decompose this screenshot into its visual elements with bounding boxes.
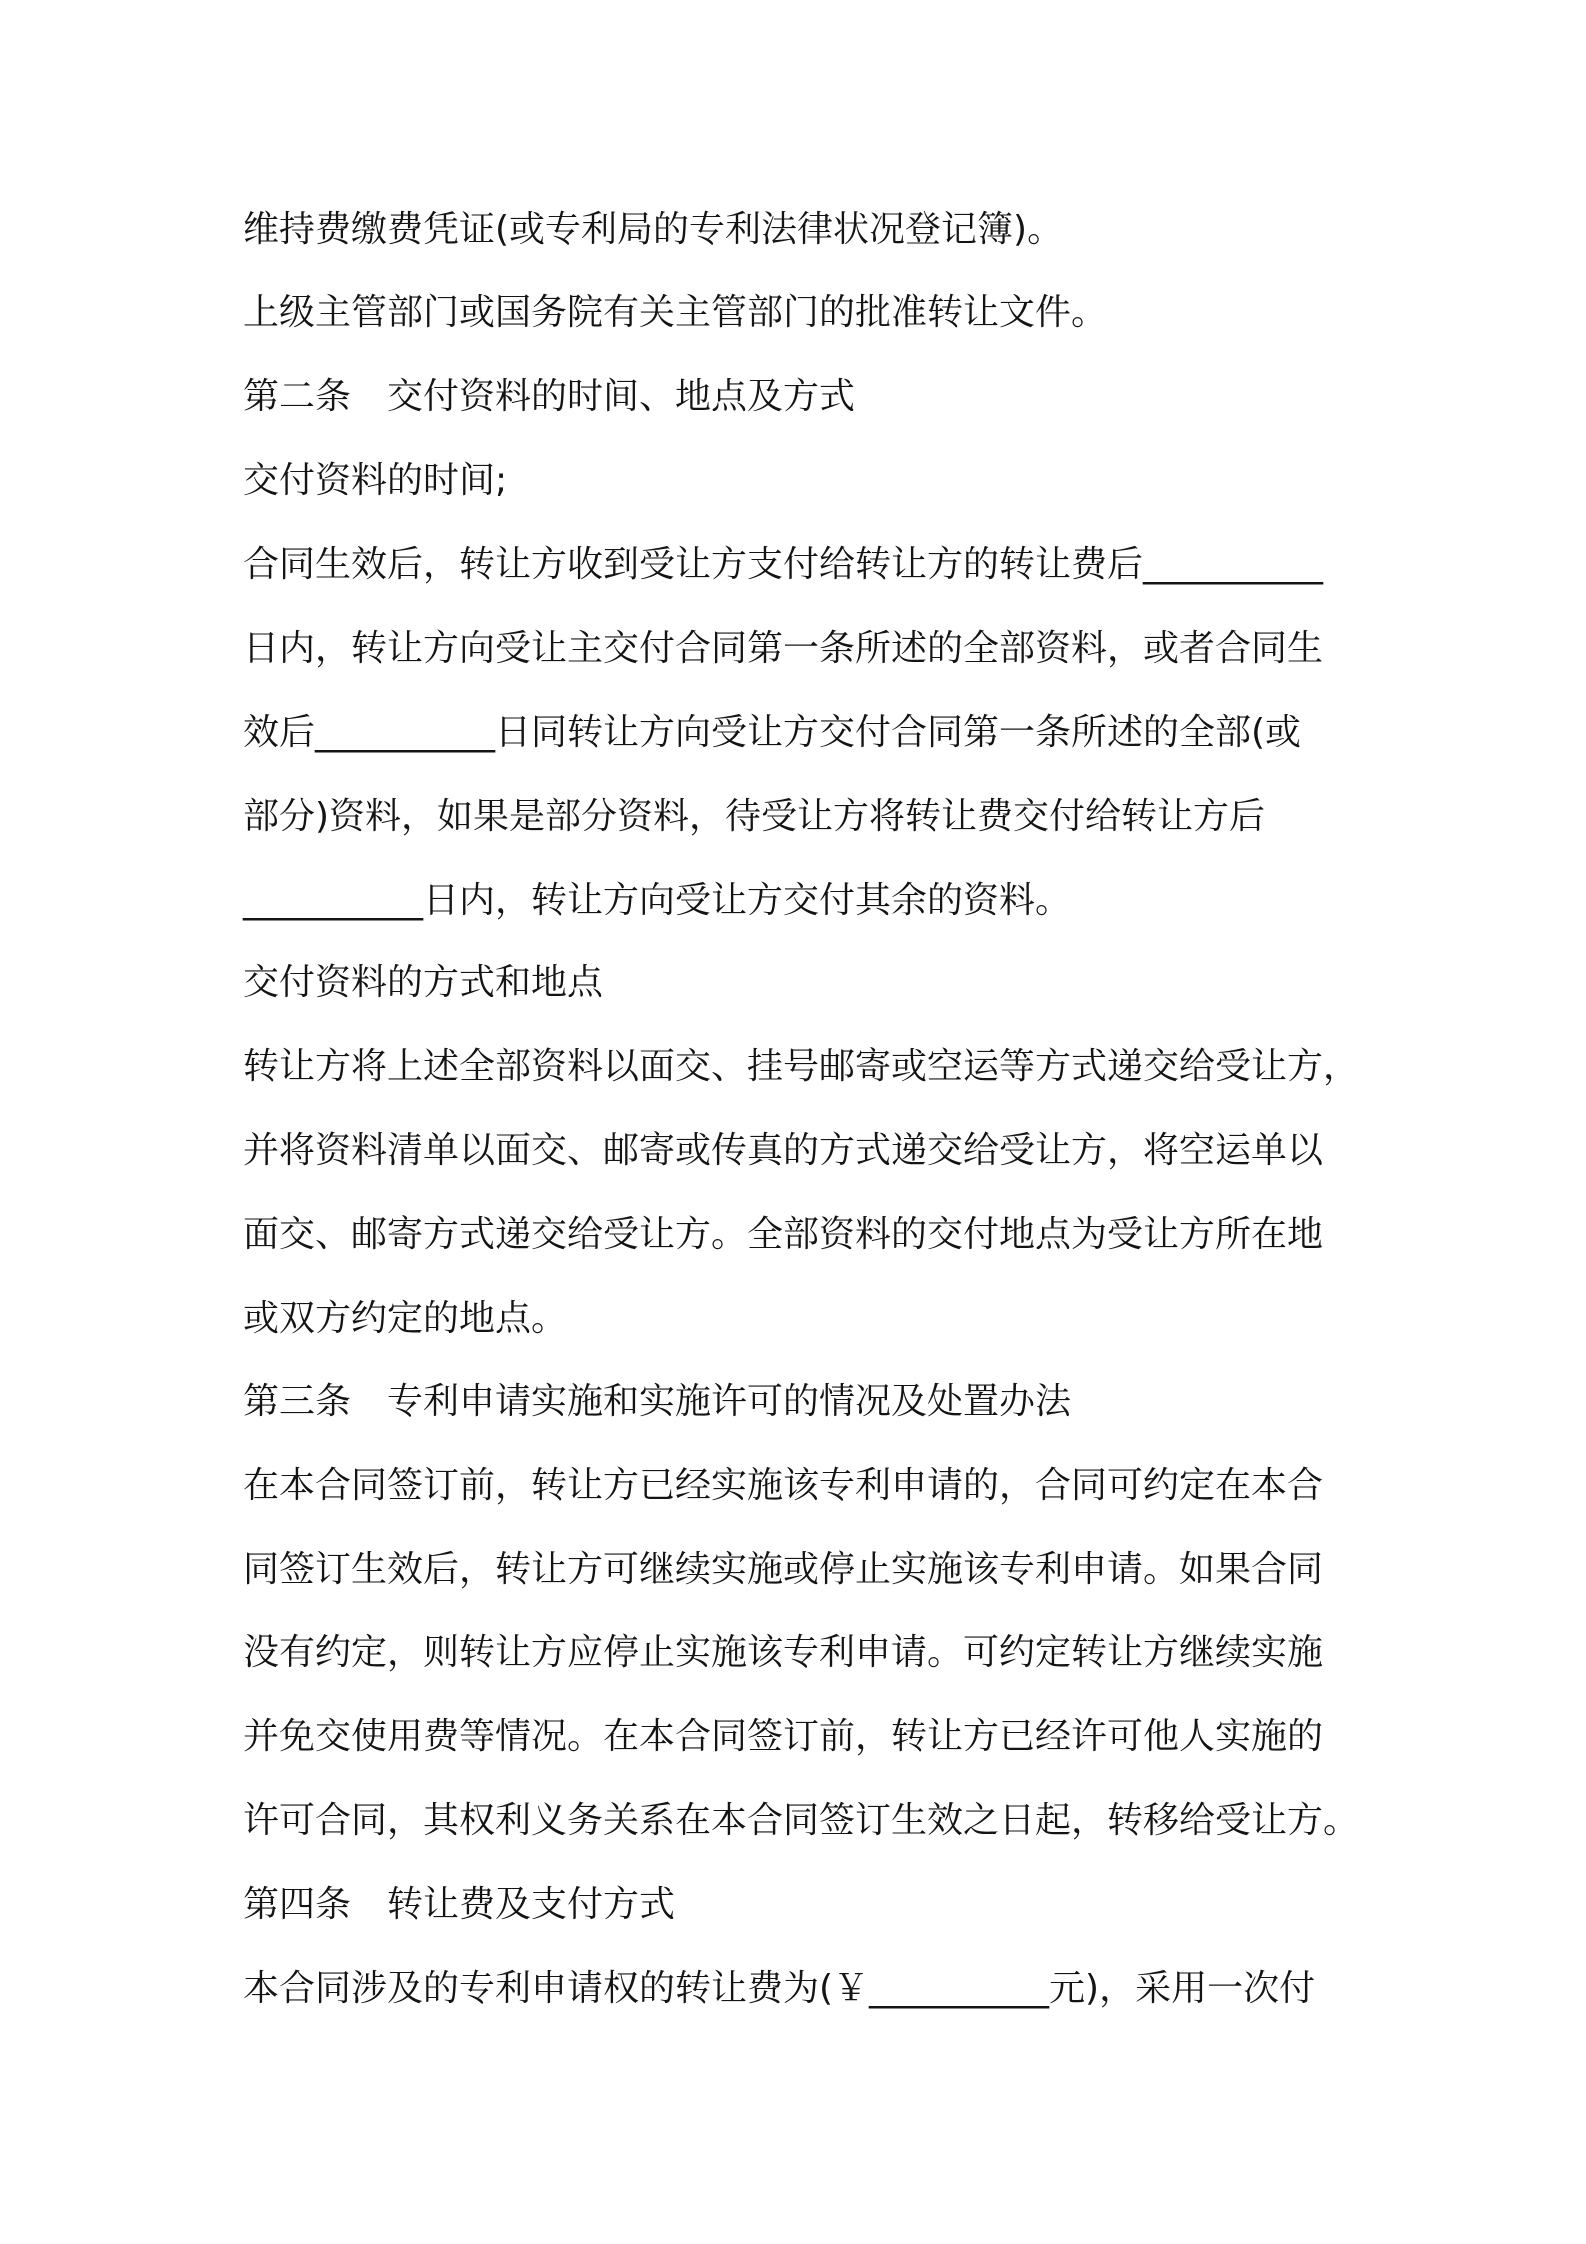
text-line: 上级主管部门或国务院有关主管部门的批准转让文件。 bbox=[243, 292, 1108, 333]
text-line: 并免交使用费等情况。在本合同签订前，转让方已经许可他人实施的 bbox=[243, 1716, 1324, 1757]
text-line: 转让方将上述全部资料以面交、挂号邮寄或空运等方式递交给受让方， bbox=[243, 1046, 1360, 1087]
text-line: 在本合同签订前，转让方已经实施该专利申请的，合同可约定在本合 bbox=[243, 1465, 1324, 1506]
text-line: 并将资料清单以面交、邮寄或传真的方式递交给受让方，将空运单以 bbox=[243, 1130, 1324, 1171]
subsection-heading: 交付资料的方式和地点 bbox=[243, 962, 604, 1003]
text-line: __________日内，转让方向受让方交付其余的资料。 bbox=[243, 880, 1072, 921]
section-heading: 第四条 转让费及支付方式 bbox=[243, 1884, 676, 1925]
text-line: 面交、邮寄方式递交给受让方。全部资料的交付地点为受让方所在地 bbox=[243, 1214, 1324, 1255]
section-heading: 第二条 交付资料的时间、地点及方式 bbox=[243, 376, 856, 417]
text-line: 或双方约定的地点。 bbox=[243, 1298, 568, 1339]
text-line: 维持费缴费凭证(或专利局的专利法律状况登记簿)。 bbox=[243, 209, 1064, 250]
text-line: 合同生效后，转让方收到受让方支付给转让方的转让费后__________ bbox=[243, 544, 1324, 585]
text-line: 同签订生效后，转让方可继续实施或停止实施该专利申请。如果合同 bbox=[243, 1549, 1324, 1590]
text-line: 没有约定，则转让方应停止实施该专利申请。可约定转让方继续实施 bbox=[243, 1632, 1324, 1673]
text-line: 许可合同，其权利义务关系在本合同签订生效之日起，转移给受让方。 bbox=[243, 1800, 1360, 1841]
text-line: 本合同涉及的专利申请权的转让费为(￥__________元)，采用一次付 bbox=[243, 1968, 1316, 2009]
section-heading: 第三条 专利申请实施和实施许可的情况及处置办法 bbox=[243, 1381, 1072, 1422]
text-line: 日内，转让方向受让主交付合同第一条所述的全部资料，或者合同生 bbox=[243, 628, 1324, 669]
text-line: 效后__________日同转让方向受让方交付合同第一条所述的全部(或 bbox=[243, 712, 1302, 753]
text-line: 部分)资料，如果是部分资料，待受让方将转让费交付给转让方后 bbox=[243, 796, 1266, 837]
subsection-heading: 交付资料的时间; bbox=[243, 460, 508, 501]
